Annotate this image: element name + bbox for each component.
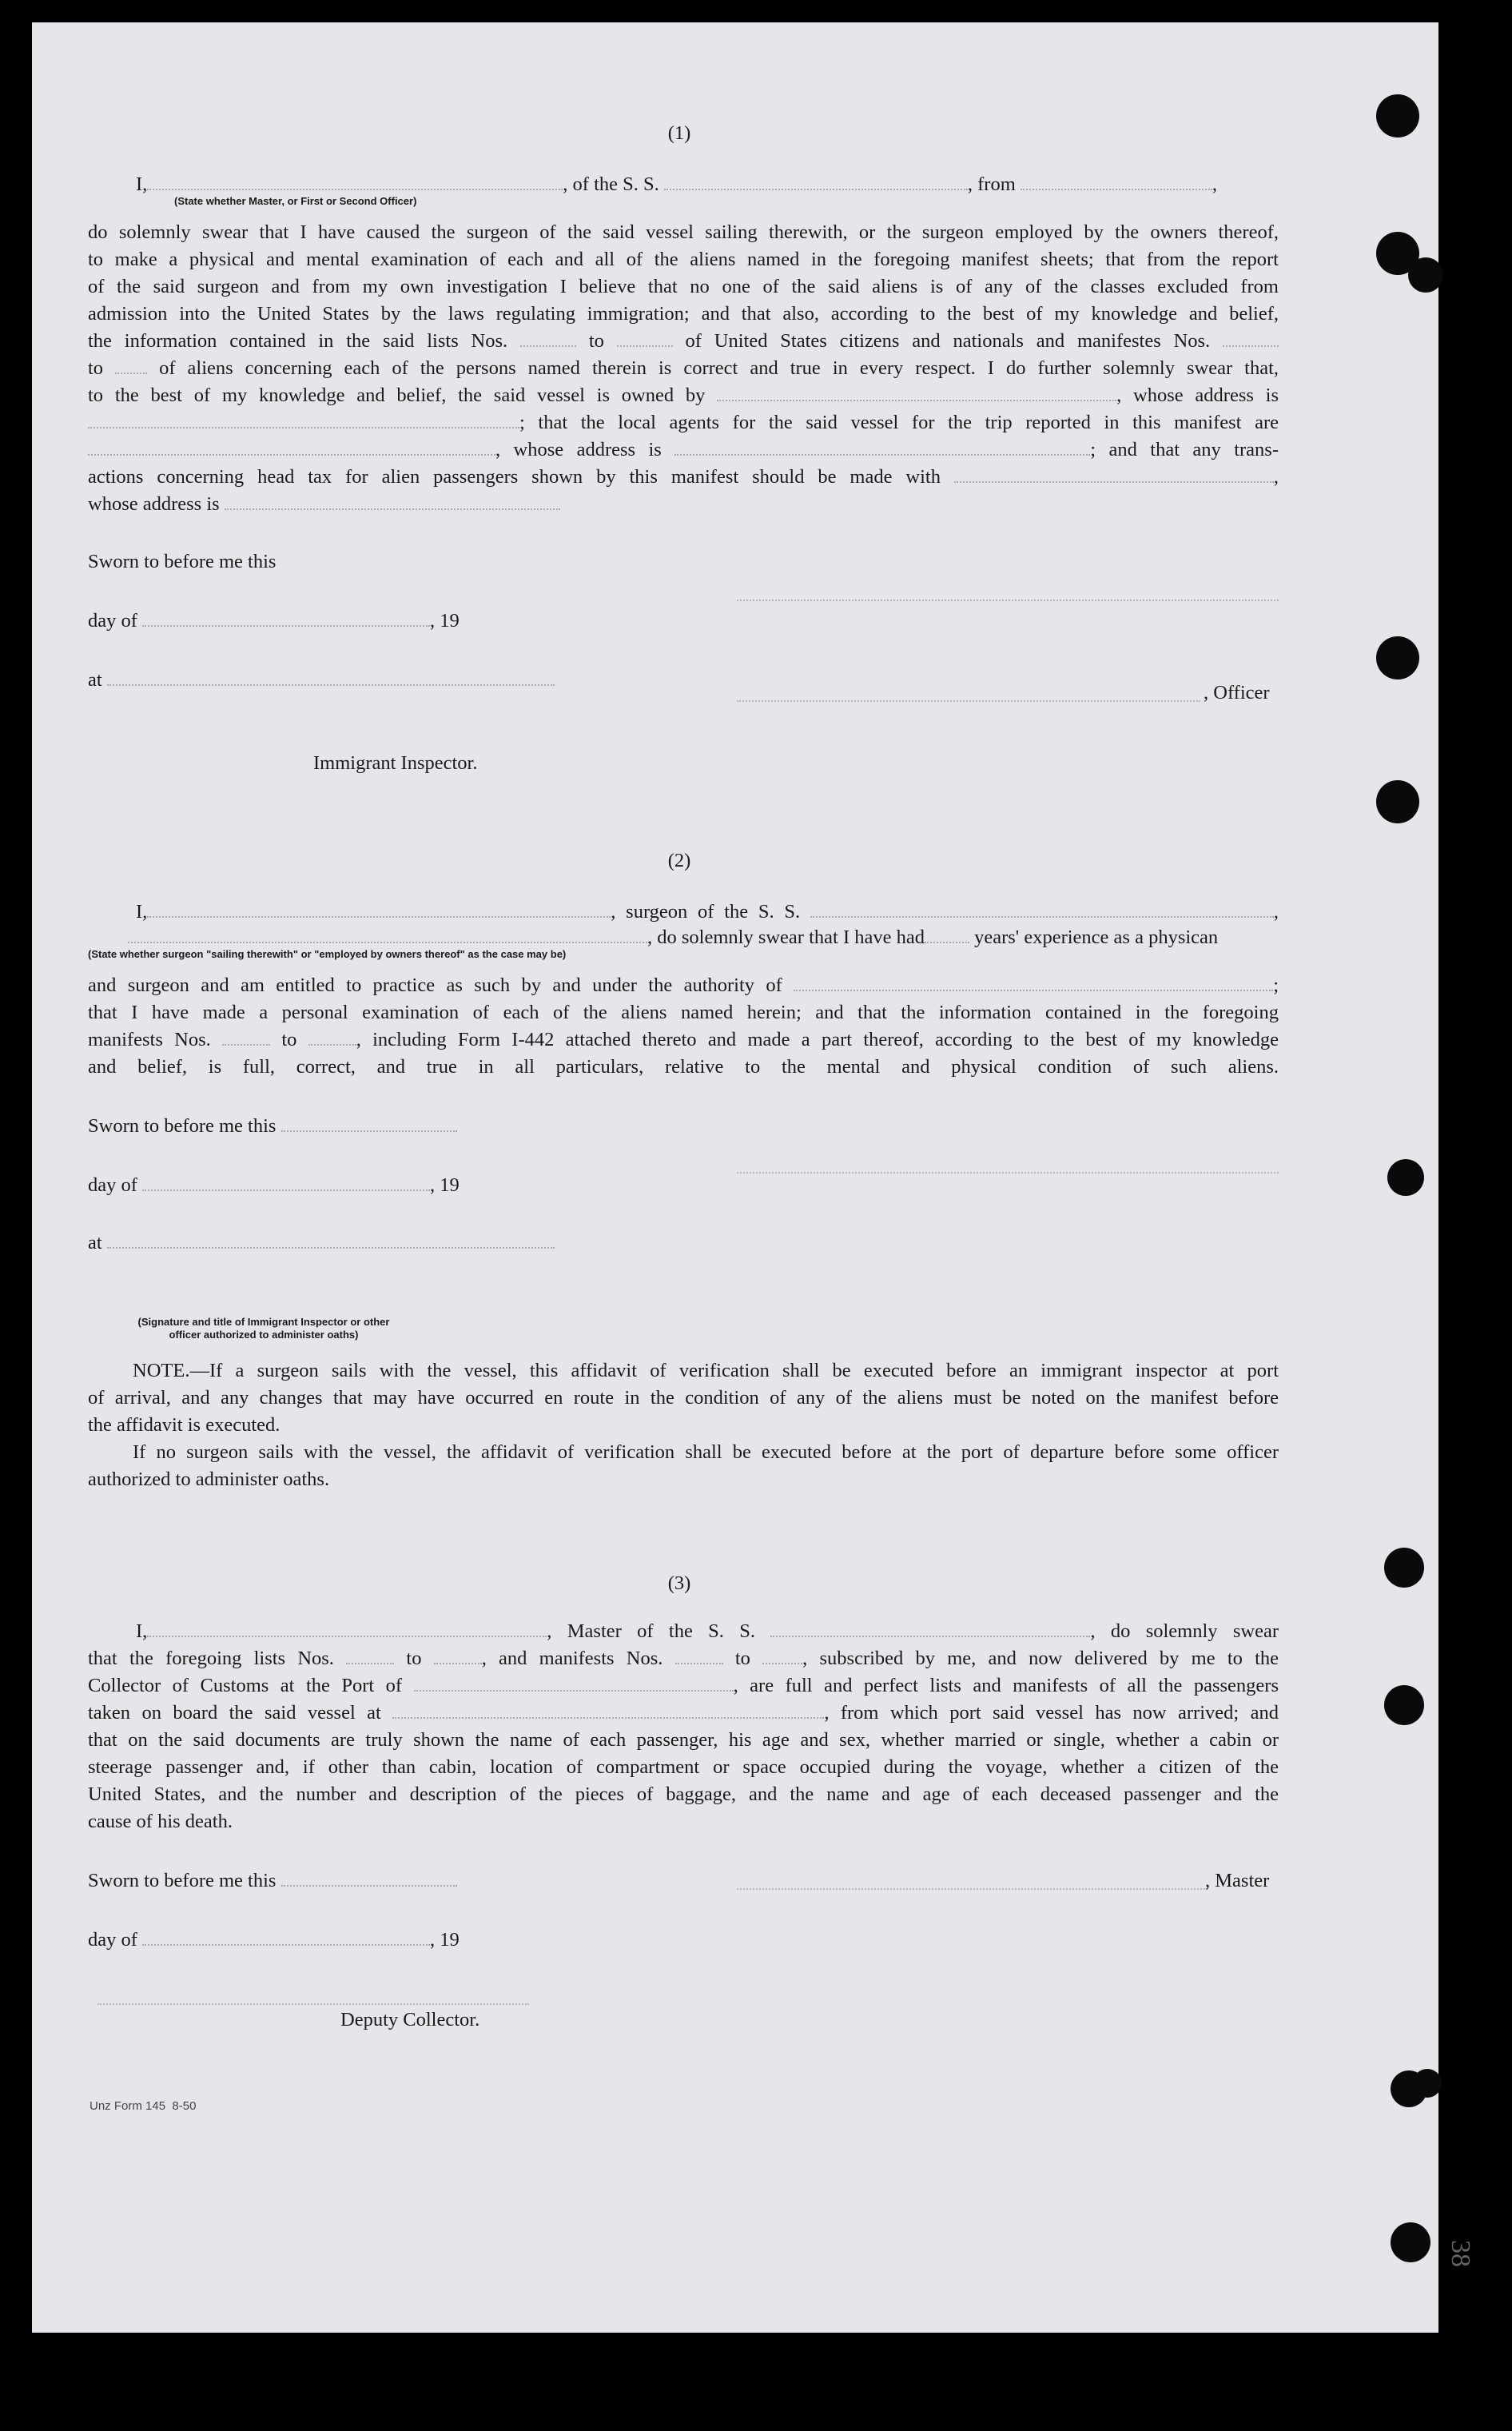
s3-line-2: that the foregoing lists Nos. to , and manifests Nos. to , subscribed by me, and now delivered by me to the [88,1648,1279,1669]
binder-hole-7 [1384,1685,1424,1725]
s2-signature-note-2: officer authorized to administer oaths) [169,1329,359,1341]
s1-inspector: Immigrant Inspector. [313,752,478,774]
binder-hole-5 [1387,1159,1424,1196]
s3-master-line [737,1888,1208,1890]
s1-line-5: admission into the United States by the laws regulating immigration; and that also, according to the best of my knowledge and belief, [88,303,1279,325]
s3-line-5: that on the said documents are truly shown the name of each passenger, his age and sex, whether married or single, whether a cabin or [88,1729,1279,1751]
s2-sworn: Sworn to before me this [88,1114,457,1138]
s1-signature-line [737,600,1279,601]
s1-day-of: day of , 19 [88,610,460,632]
s3-line-4: taken on board the said vessel at , from which port said vessel has now arrived; and [88,1702,1279,1724]
s2-note-line-5: authorized to administer oaths. [88,1469,330,1490]
binder-hole-3 [1376,636,1419,679]
s2-note-line-1: NOTE.—If a surgeon sails with the vessel, this affidavit of verification shall be executed before an immigrant inspector at port [133,1360,1279,1381]
binder-hole-4 [1376,780,1419,823]
s2-surgeon-note: (State whether surgeon "sailing therewith" or "employed by owners thereof" as the case may be) [88,948,567,960]
s3-day-of: day of , 19 [88,1929,460,1951]
s1-sworn: Sworn to before me this [88,551,277,572]
s1-line-11: actions concerning head tax for alien passengers shown by this manifest should be made with , [88,466,1279,488]
s1-officer: , Officer [1204,682,1270,703]
s2-line-4: that I have made a personal examination of each of the aliens named herein; and that the information contained in the foregoing [88,1002,1279,1023]
s3-deputy-line [97,2003,529,2005]
binder-hole-9 [1391,2222,1430,2262]
form-number: Unz Form 145 8-50 [90,2099,197,2113]
s1-line-12: whose address is [88,492,560,516]
s3-line-8: cause of his death. [88,1811,233,1832]
s1-line-6: the information contained in the said lists Nos. to of United States citizens and nationals and manifestes Nos. [88,329,1279,353]
s1-at: at [88,668,555,692]
s2-signature-line [737,1172,1279,1174]
s1-line-1: I, , of the S. S. , from , [136,173,1218,195]
s1-line-3: to make a physical and mental examination of each and all of the aliens named in the foregoing manifest sheets; that from the report [88,249,1279,270]
section-2-number: (2) [667,850,691,871]
s3-line-7: United States, and the number and description of the pieces of baggage, and the name and age of each deceased passenger and the [88,1783,1279,1805]
s1-officer-note: (State whether Master, or First or Second Officer) [174,195,417,207]
binder-hole-1 [1376,94,1419,137]
s2-signature-note-1: (Signature and title of Immigrant Inspector or other [137,1316,390,1328]
s1-line-8: to the best of my knowledge and belief, the said vessel is owned by , whose address is [88,385,1279,406]
s2-line-5: manifests Nos. to , including Form I-442 attached thereto and made a part thereof, according to the best of my knowledge [88,1029,1279,1050]
s3-line-6: steerage passenger and, if other than cabin, location of compartment or space occupied during the voyage, whether a citizen of the [88,1756,1279,1778]
s3-deputy: Deputy Collector. [340,2009,480,2030]
s3-line-3: Collector of Customs at the Port of , are full and perfect lists and manifests of all the passengers [88,1675,1279,1696]
s1-line-4: of the said surgeon and from my own investigation I believe that no one of the said aliens is of any of the classes excluded from [88,276,1279,297]
s2-note-line-3: the affidavit is executed. [88,1414,281,1436]
s3-line-1: I, , Master of the S. S. , do solemnly swear [136,1620,1279,1642]
binder-hole-6 [1384,1548,1424,1588]
s2-line-6: and belief, is full, correct, and true in all particulars, relative to the mental and physical condition of such aliens. [88,1056,1279,1078]
section-1-number: (1) [667,122,691,144]
s1-line-2: do solemnly swear that I have caused the surgeon of the said vessel sailing therewith, or the surgeon employed by the owners thereof, [88,221,1279,243]
s2-at: at [88,1231,555,1255]
binder-hole-8b [1413,2069,1442,2098]
s2-note-line-2: of arrival, and any changes that may have occurred en route in the condition of any of the aliens must be noted on the manifest before [88,1387,1279,1409]
s1-officer-line [737,700,1200,702]
s2-line-2: , do solemnly swear that I have had years' experience as a physican [88,926,1279,950]
s2-line-3: and surgeon and am entitled to practice as such by and under the authority of ; [88,974,1279,996]
s2-note-line-4: If no surgeon sails with the vessel, the affidavit of verification shall be executed before at the port of departure before some officer [133,1441,1279,1463]
s1-line-10: , whose address is ; and that any trans- [88,438,1279,462]
s1-line-7: to of aliens concerning each of the persons named therein is correct and true in every respect. I do further solemnly swear that, [88,357,1279,379]
s1-line-9: ; that the local agents for the said vessel for the trip reported in this manifest are [88,411,1279,435]
s3-sworn: Sworn to before me this [88,1869,457,1893]
section-3-number: (3) [667,1572,691,1594]
s3-master: , Master [1205,1870,1270,1891]
binder-hole-2b [1408,257,1443,293]
s2-line-1: I, , surgeon of the S. S. , [136,901,1279,923]
margin-handwritten-number: 38 [1446,2240,1475,2267]
s2-day-of: day of , 19 [88,1174,460,1196]
